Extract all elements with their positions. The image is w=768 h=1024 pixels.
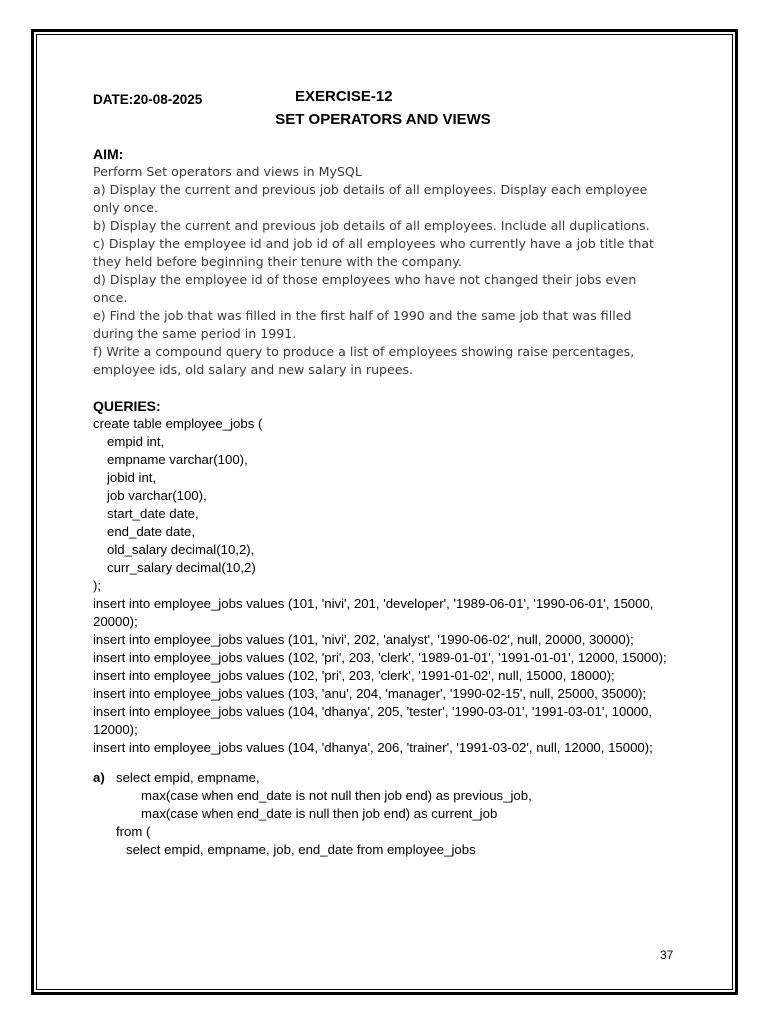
query-a-line: select empid, empname, job, end_date from employee_jobs [126, 842, 476, 857]
insert-line: insert into employee_jobs values (104, 'dhanya', 205, 'tester', '1990-03-01', '1991-03-01', 10000, 12000); [93, 704, 656, 737]
create-line: jobid int, [107, 470, 157, 485]
insert-line: insert into employee_jobs values (104, 'dhanya', 206, 'trainer', '1991-03-02', null, 12000, 15000); [93, 740, 653, 755]
document-page [93, 88, 673, 859]
aim-item-a: a) Display the current and previous job details of all employees. Display each employee only once. [93, 182, 648, 215]
query-a-line: max(case when end_date is not null then job end) as previous_job, [141, 788, 532, 803]
insert-line: insert into employee_jobs values (102, 'pri', 203, 'clerk', '1989-01-01', '1991-01-01', 12000, 15000); [93, 650, 667, 665]
page-number: 37 [660, 948, 674, 962]
create-line: empname varchar(100), [107, 452, 248, 467]
queries-heading: QUERIES: [93, 398, 161, 414]
aim-intro: Perform Set operators and views in MySQL [93, 164, 362, 179]
create-line: job varchar(100), [107, 488, 207, 503]
aim-item-b: b) Display the current and previous job details of all employees. Include all duplications. [93, 218, 650, 233]
date-label: DATE:20-08-2025 [93, 92, 203, 107]
aim-item-d: d) Display the employee id of those employees who have not changed their jobs even once. [93, 272, 637, 305]
aim-body [93, 163, 673, 379]
create-line: old_salary decimal(10,2), [107, 542, 255, 557]
exercise-title: EXERCISE-12 [295, 88, 393, 105]
insert-line: insert into employee_jobs values (102, 'pri', 203, 'clerk', '1991-01-02', null, 15000, 18000); [93, 668, 615, 683]
aim-item-c: c) Display the employee id and job id of all employees who currently have a job title that they held before beginning their tenure with the company. [93, 236, 654, 269]
insert-line: insert into employee_jobs values (103, 'anu', 204, 'manager', '1990-02-15', null, 25000, 35000); [93, 686, 647, 701]
create-line: create table employee_jobs ( [93, 416, 263, 431]
page-title: SET OPERATORS AND VIEWS [275, 111, 491, 128]
aim-item-f: f) Write a compound query to produce a list of employees showing raise percentages, employee ids, old salary and new salary in rupees. [93, 344, 635, 377]
create-line: end_date date, [107, 524, 195, 539]
queries-body [93, 415, 673, 859]
insert-line: insert into employee_jobs values (101, 'nivi', 202, 'analyst', '1990-06-02', null, 20000, 30000); [93, 632, 634, 647]
query-a-line: from ( [116, 824, 151, 839]
aim-heading: AIM: [93, 146, 124, 162]
header-row [93, 88, 673, 110]
spacer [93, 757, 673, 769]
query-a-label: a) [93, 770, 105, 785]
create-line: ); [93, 578, 102, 593]
create-line: start_date date, [107, 506, 199, 521]
query-a-row [93, 769, 673, 787]
create-line: empid int, [107, 434, 165, 449]
query-a-line: max(case when end_date is null then job end) as current_job [141, 806, 498, 821]
insert-line: insert into employee_jobs values (101, 'nivi', 201, 'developer', '1989-06-01', '1990-06-01', 15000, 20000); [93, 596, 658, 629]
query-a-line: select empid, empname, [116, 770, 260, 785]
create-line: curr_salary decimal(10,2) [107, 560, 256, 575]
aim-item-e: e) Find the job that was filled in the first half of 1990 and the same job that was filled during the same period in 1991. [93, 308, 632, 341]
